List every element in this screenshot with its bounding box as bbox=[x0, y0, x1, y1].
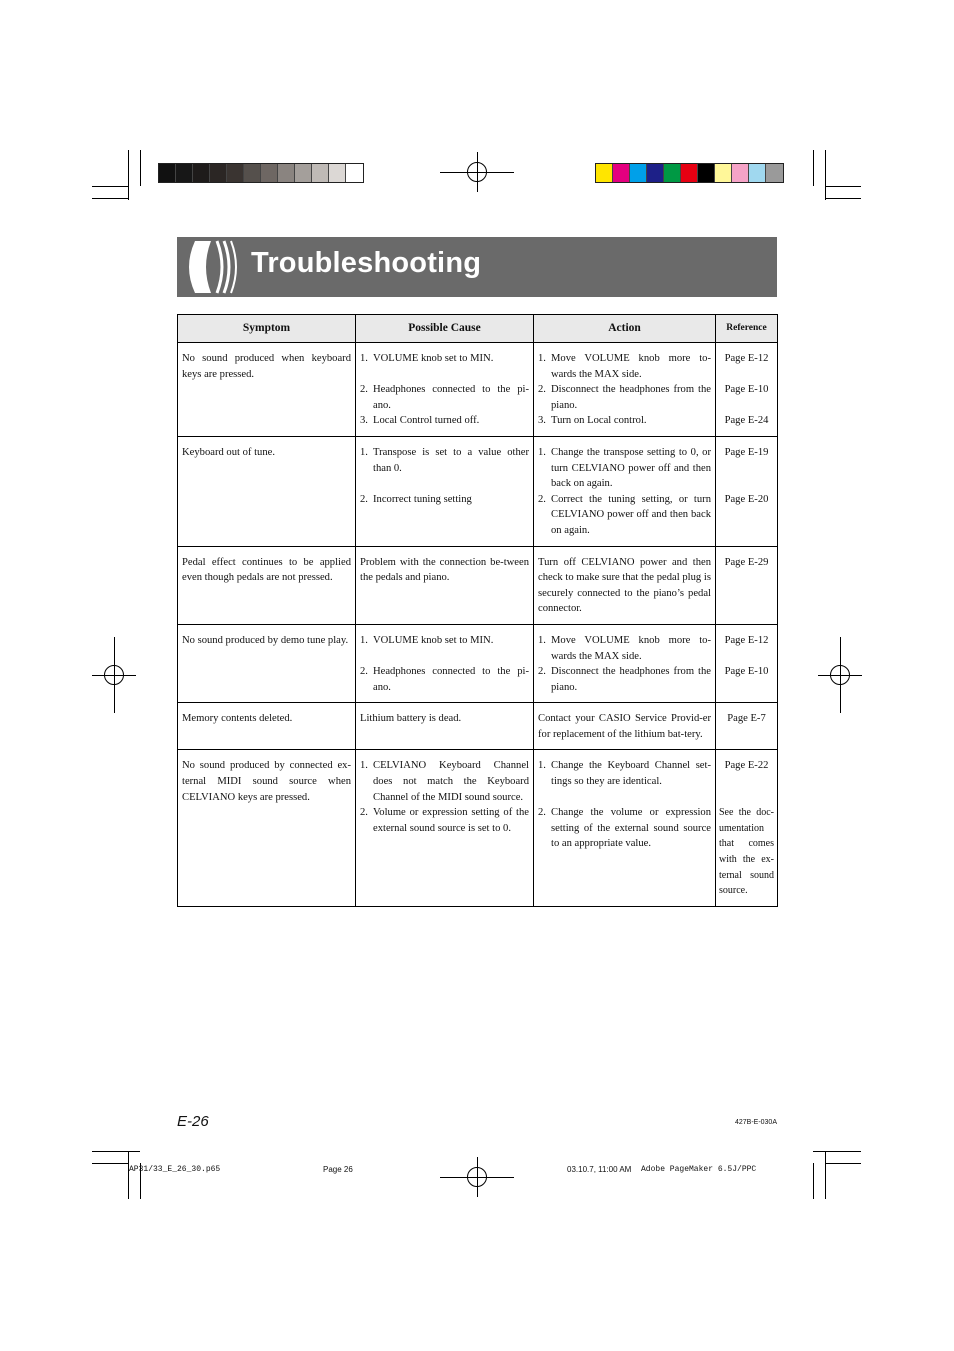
list-spacer bbox=[360, 649, 529, 665]
color-swatch bbox=[278, 164, 295, 182]
symptom-text: Pedal effect continues to be applied even though pedals are not pressed. bbox=[182, 556, 351, 584]
cause-content: Problem with the connection be-tween the pedals and piano. bbox=[360, 556, 529, 584]
item-number: 1. bbox=[360, 353, 368, 364]
color-swatch bbox=[346, 164, 363, 182]
cause-list bbox=[360, 633, 529, 695]
cause-cell bbox=[356, 343, 534, 437]
item-text: Headphones connected to the pi-ano. bbox=[373, 384, 529, 411]
crop-mark-top-left-v bbox=[128, 150, 129, 200]
color-swatch bbox=[193, 164, 210, 182]
symptom-cell bbox=[178, 750, 356, 906]
reference-text bbox=[719, 649, 774, 665]
action-list bbox=[538, 445, 711, 539]
action-item bbox=[538, 382, 711, 413]
action-cell bbox=[534, 624, 716, 702]
cause-item bbox=[360, 351, 529, 367]
list-spacer bbox=[360, 476, 529, 492]
reference-text: Page E-7 bbox=[727, 713, 766, 725]
symptom-cell bbox=[178, 624, 356, 702]
action-list bbox=[538, 351, 711, 429]
item-number: 2. bbox=[538, 807, 546, 819]
action-cell bbox=[534, 750, 716, 906]
reference-text: Page E-12 bbox=[724, 634, 769, 646]
reference-text bbox=[719, 774, 774, 790]
item-number: 3. bbox=[538, 415, 546, 427]
reference-content bbox=[716, 343, 777, 436]
title-banner bbox=[177, 237, 777, 297]
crop-mark-bottom-left-h2 bbox=[92, 1163, 128, 1164]
reference-text: See the doc-umentation that comes with the ex-ternal sound source. bbox=[719, 807, 774, 897]
cause-item bbox=[360, 413, 529, 429]
cause-list bbox=[360, 758, 529, 836]
item-text: Disconnect the headphones from the piano. bbox=[551, 666, 711, 693]
item-text: Change the Keyboard Channel set-tings so they are identical. bbox=[551, 760, 711, 788]
header-possible-cause: Possible Cause bbox=[356, 315, 534, 343]
reference-text bbox=[719, 367, 774, 383]
reference-content bbox=[716, 703, 777, 734]
action-content bbox=[534, 625, 715, 702]
cause-cell bbox=[356, 436, 534, 546]
item-text: Headphones connected to the pi-ano. bbox=[373, 666, 529, 693]
reference-content bbox=[716, 750, 777, 905]
action-item bbox=[538, 492, 711, 539]
color-swatch bbox=[227, 164, 244, 182]
cause-item bbox=[360, 492, 529, 508]
item-text: Change the transpose setting to 0, or turn CELVIANO power off and then back on again. bbox=[551, 446, 711, 490]
item-number: 2. bbox=[360, 666, 368, 678]
symptom-text: No sound produced by connected ex-ternal MIDI sound source when CELVIANO keys are pressed. bbox=[182, 760, 351, 803]
action-cell bbox=[534, 703, 716, 750]
header-symptom: Symptom bbox=[178, 315, 356, 343]
action-content: Turn off CELVIANO power and then check to make sure that the pedal plug is securely connected to the piano’s pedal connector. bbox=[538, 556, 711, 615]
reference-content bbox=[716, 625, 777, 687]
reference-cell bbox=[716, 624, 778, 702]
action-item bbox=[538, 664, 711, 695]
cause-content bbox=[356, 437, 533, 514]
page-number: E-26 bbox=[177, 1113, 209, 1130]
item-text: Move VOLUME knob more to-wards the MAX side. bbox=[551, 353, 711, 380]
item-text: Turn on Local control. bbox=[551, 415, 647, 427]
action-content bbox=[534, 343, 715, 436]
color-swatch bbox=[732, 164, 749, 182]
list-spacer bbox=[360, 367, 529, 383]
slug-application: Adobe PageMaker 6.5J/PPC bbox=[641, 1165, 757, 1174]
crop-mark-top-right-h2 bbox=[825, 198, 861, 199]
color-swatch bbox=[295, 164, 312, 182]
action-cell bbox=[534, 436, 716, 546]
reference-cell bbox=[716, 436, 778, 546]
crop-mark-bottom-left-v bbox=[128, 1151, 129, 1199]
cause-item bbox=[360, 633, 529, 649]
item-number: 1. bbox=[360, 446, 368, 458]
item-text: Transpose is set to a value other than 0. bbox=[373, 446, 529, 474]
crop-mark-bottom-right-h2 bbox=[825, 1163, 861, 1164]
item-text: Incorrect tuning setting bbox=[373, 493, 472, 505]
action-list bbox=[538, 758, 711, 852]
item-number: 3. bbox=[360, 415, 368, 427]
reference-text: Page E-10 bbox=[724, 384, 769, 396]
color-swatch bbox=[749, 164, 766, 182]
cause-cell bbox=[356, 703, 534, 750]
cause-list bbox=[360, 351, 529, 429]
color-swatch bbox=[630, 164, 647, 182]
crop-mark-bottom-right-h bbox=[813, 1151, 861, 1152]
item-text: VOLUME knob set to MIN. bbox=[373, 353, 494, 364]
reference-cell bbox=[716, 750, 778, 906]
reference-cell bbox=[716, 703, 778, 750]
cause-list bbox=[360, 445, 529, 507]
symptom-cell bbox=[178, 546, 356, 624]
crop-mark-bottom-left-h bbox=[92, 1151, 140, 1152]
cause-item bbox=[360, 758, 529, 805]
reference-cell bbox=[716, 343, 778, 437]
color-swatch bbox=[210, 164, 227, 182]
reference-text: Page E-22 bbox=[724, 760, 769, 772]
slug-date: 03.10.7, 11:00 AM bbox=[567, 1165, 632, 1174]
table-row bbox=[178, 546, 778, 624]
table-header-row bbox=[178, 315, 778, 343]
cause-item bbox=[360, 805, 529, 836]
color-swatch bbox=[647, 164, 664, 182]
cause-cell bbox=[356, 624, 534, 702]
item-number: 2. bbox=[360, 493, 368, 505]
symptom-cell bbox=[178, 343, 356, 437]
crop-mark-top-left-v2 bbox=[140, 150, 141, 186]
table-row bbox=[178, 343, 778, 437]
cause-item bbox=[360, 445, 529, 476]
cause-content: Lithium battery is dead. bbox=[360, 713, 462, 725]
action-item bbox=[538, 413, 711, 429]
reference-text: Page E-20 bbox=[724, 493, 769, 505]
item-number: 2. bbox=[360, 807, 368, 819]
color-swatch bbox=[176, 164, 193, 182]
item-text: VOLUME knob set to MIN. bbox=[373, 634, 494, 646]
color-swatch bbox=[766, 164, 783, 182]
color-swatch bbox=[329, 164, 346, 182]
color-swatch bbox=[613, 164, 630, 182]
page-title: Troubleshooting bbox=[251, 247, 482, 279]
table-row bbox=[178, 703, 778, 750]
color-swatch bbox=[715, 164, 732, 182]
cause-item bbox=[360, 382, 529, 413]
color-swatch bbox=[596, 164, 613, 182]
table-row bbox=[178, 624, 778, 702]
cause-cell bbox=[356, 546, 534, 624]
symptom-text: No sound produced when keyboard keys are pressed. bbox=[182, 353, 351, 380]
table-row bbox=[178, 750, 778, 906]
cause-content bbox=[356, 343, 533, 436]
crop-mark-top-left-h2 bbox=[92, 198, 128, 199]
action-content: Contact your CASIO Service Provid-er for replacement of the lithium bat-tery. bbox=[538, 713, 711, 740]
color-swatch bbox=[312, 164, 329, 182]
symptom-cell bbox=[178, 436, 356, 546]
document-code: 427B-E-030A bbox=[734, 1119, 777, 1126]
grayscale-color-bar bbox=[158, 163, 364, 183]
symptom-text: No sound produced by demo tune play. bbox=[182, 634, 349, 646]
reference-text: Page E-24 bbox=[724, 415, 769, 427]
symptom-text: Memory contents deleted. bbox=[182, 713, 293, 725]
reference-text: Page E-19 bbox=[724, 446, 769, 458]
reference-text bbox=[719, 790, 774, 806]
item-number: 1. bbox=[538, 634, 546, 646]
troubleshooting-table bbox=[177, 314, 778, 907]
color-swatch bbox=[261, 164, 278, 182]
reference-text bbox=[719, 476, 774, 492]
cause-item bbox=[360, 664, 529, 695]
item-number: 2. bbox=[360, 384, 368, 396]
item-text: Move VOLUME knob more to-wards the MAX side. bbox=[551, 634, 711, 662]
item-text: Disconnect the headphones from the piano. bbox=[551, 384, 711, 411]
item-text: Change the volume or expression setting of the external sound source to an appropriate value. bbox=[551, 807, 711, 850]
item-number: 1. bbox=[538, 353, 546, 364]
item-text: Volume or expression setting of the external sound source is set to 0. bbox=[373, 807, 529, 834]
slug-page: Page 26 bbox=[323, 1165, 353, 1174]
header-reference: Reference bbox=[716, 315, 778, 343]
header-action: Action bbox=[534, 315, 716, 343]
reference-text bbox=[719, 398, 774, 414]
crop-mark-top-right-v2 bbox=[813, 150, 814, 186]
symptom-text: Keyboard out of tune. bbox=[182, 446, 275, 458]
list-spacer bbox=[538, 790, 711, 806]
item-number: 2. bbox=[538, 493, 546, 505]
cause-content bbox=[356, 750, 533, 843]
action-item bbox=[538, 633, 711, 664]
action-item bbox=[538, 351, 711, 382]
item-text: Local Control turned off. bbox=[373, 415, 480, 427]
cause-cell bbox=[356, 750, 534, 906]
color-swatch bbox=[244, 164, 261, 182]
color-swatch bbox=[698, 164, 715, 182]
cause-content bbox=[356, 625, 533, 702]
crop-mark-top-right-h bbox=[825, 186, 861, 187]
slug-filename: AP31/33_E_26_30.p65 bbox=[129, 1165, 221, 1174]
crop-mark-bottom-right-v bbox=[825, 1151, 826, 1199]
action-item bbox=[538, 445, 711, 492]
reference-text: Page E-10 bbox=[724, 666, 769, 678]
action-content bbox=[534, 750, 715, 859]
action-cell bbox=[534, 546, 716, 624]
item-number: 1. bbox=[360, 760, 368, 772]
item-text: Correct the tuning setting, or turn CELVIANO power off and then back on again. bbox=[551, 493, 711, 536]
reference-text bbox=[719, 461, 774, 477]
action-item bbox=[538, 758, 711, 789]
action-item bbox=[538, 805, 711, 852]
action-list bbox=[538, 633, 711, 695]
item-number: 1. bbox=[360, 634, 368, 646]
crop-mark-bottom-right-v2 bbox=[813, 1163, 814, 1199]
color-swatch bbox=[681, 164, 698, 182]
reference-content bbox=[716, 437, 777, 514]
action-cell bbox=[534, 343, 716, 437]
action-content bbox=[534, 437, 715, 546]
crop-mark-top-left-h bbox=[92, 186, 128, 187]
reference-text: Page E-12 bbox=[724, 353, 769, 364]
item-number: 2. bbox=[538, 384, 546, 396]
reference-cell bbox=[716, 546, 778, 624]
crop-mark-top-right-v bbox=[825, 150, 826, 200]
banner-arc-decoration bbox=[177, 237, 247, 297]
symptom-cell bbox=[178, 703, 356, 750]
table-row bbox=[178, 436, 778, 546]
item-number: 1. bbox=[538, 760, 546, 772]
item-text: CELVIANO Keyboard Channel does not match the Keyboard Channel of the MIDI sound source. bbox=[373, 760, 529, 803]
color-swatch bbox=[159, 164, 176, 182]
reference-content bbox=[716, 547, 777, 578]
reference-text: Page E-29 bbox=[724, 556, 769, 568]
item-number: 1. bbox=[538, 446, 546, 458]
item-number: 2. bbox=[538, 666, 546, 678]
color-swatch bbox=[664, 164, 681, 182]
process-color-bar bbox=[595, 163, 784, 183]
